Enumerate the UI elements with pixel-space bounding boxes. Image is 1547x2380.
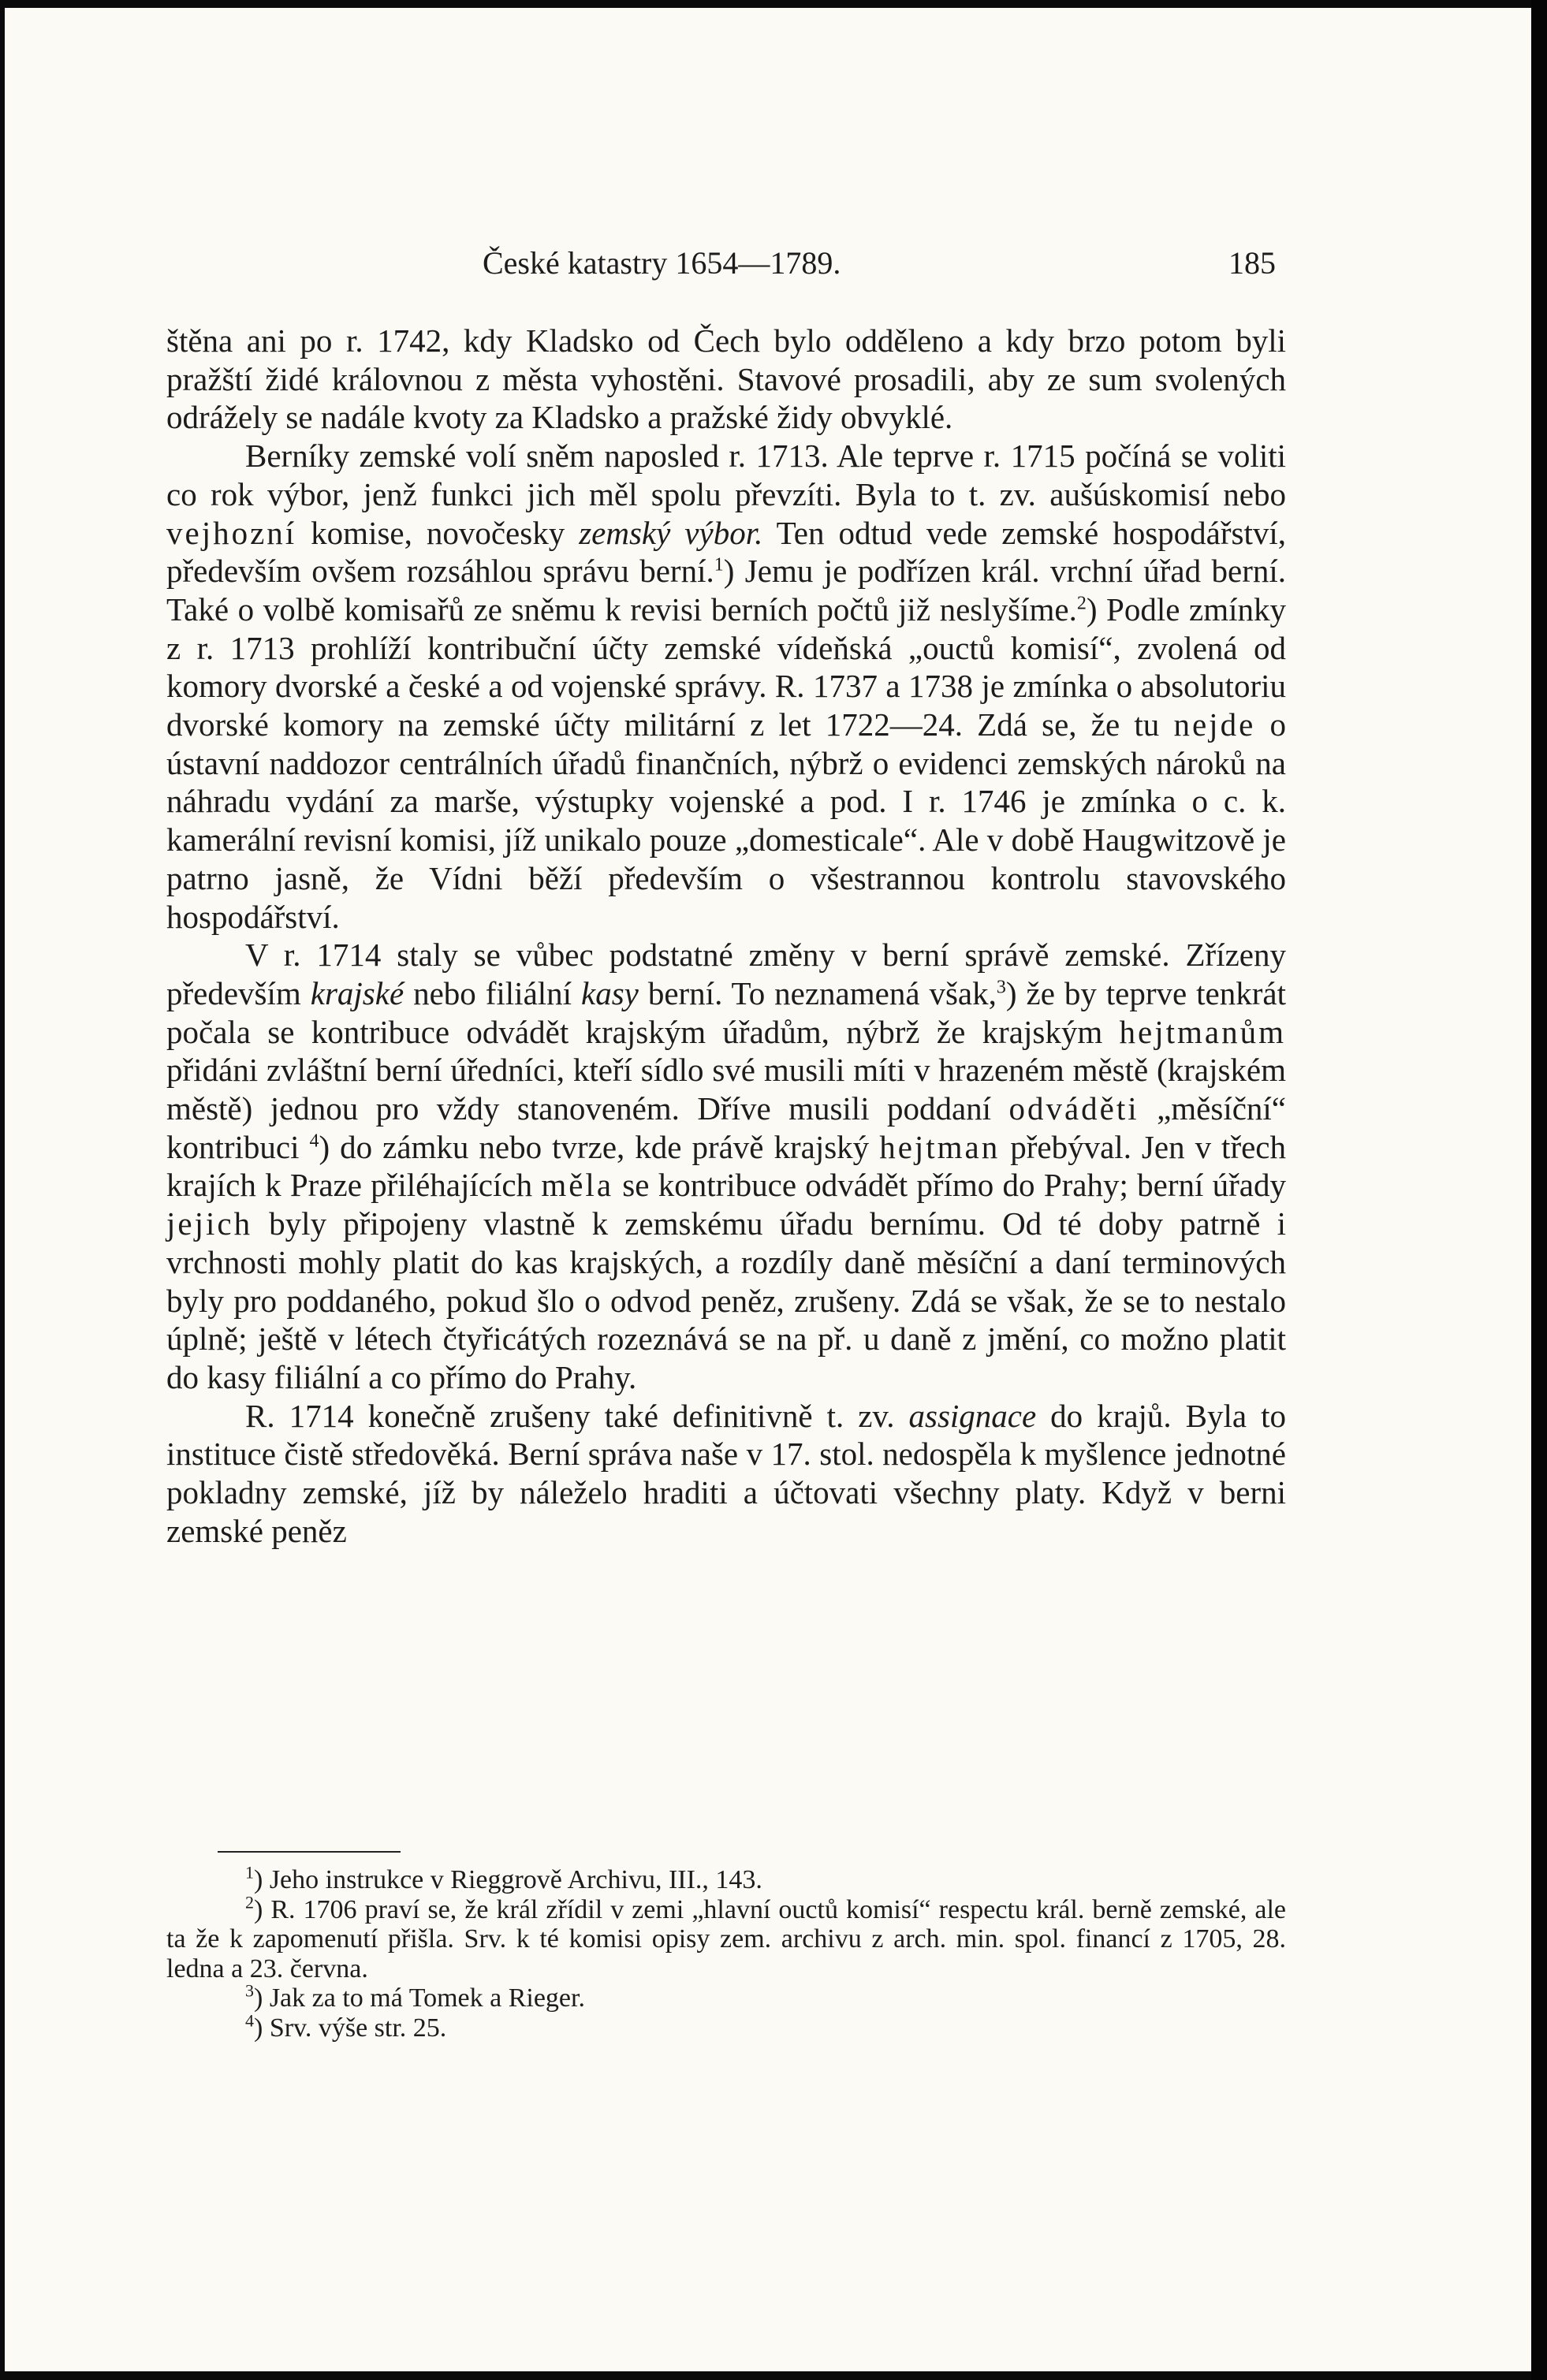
spaced-text: odváděti [1008,1090,1139,1127]
footnote-ref-1[interactable]: 1 [714,554,724,575]
text-run: přebýval. Jen v třech krajích k Praze přiléhajících [166,1128,1286,1204]
text-run: ) do zámku nebo tvrze, kde právě krajský [319,1128,880,1165]
footnote-text: ) Srv. výše str. 25. [254,2013,447,2043]
main-text [166,322,1286,1551]
text-run: Berníky zemské volí sněm naposled r. 1713. Ale teprve r. 1715 počíná se voliti co rok výbor, jenž funkci jich měl spolu převzíti. Byla to t. zv. aušúskomisí nebo [166,438,1286,512]
footnote-mark: 4 [245,2010,254,2031]
footnote-1 [166,1862,1286,1895]
footnote-ref-2[interactable]: 2 [1076,593,1087,614]
book-page [5,8,1531,2371]
footnote-2 [166,1892,1286,1984]
text-run: nebo filiální [404,974,582,1011]
text-run: komise, novočesky [296,514,580,551]
paragraph-2 [166,437,1286,936]
footnote-mark: 2 [245,1892,254,1913]
text-run: byly připojeny vlastně k zemskému úřadu bernímu. Od té doby patrně i vrchnosti mohly platit do kas krajských, a rozdíly daně měsíční a daní terminových byly pro poddaného, pokud šlo o odvod peněz, zrušeny. Zdá se však, že se to nestalo úplně; ještě v létech čtyřicátých rozeznává se na př. u daně z jmění, co možno platit do kasy filiální a co přímo do Prahy. [166,1205,1286,1395]
footnote-4 [166,2010,1286,2043]
paragraph-4 [166,1397,1286,1551]
italic-term: assignace [908,1397,1037,1434]
footnote-ref-3[interactable]: 3 [996,977,1006,998]
text-run: štěna ani po r. 1742, kdy Kladsko od Čech bylo odděleno a kdy brzo potom byli pražští židé královnou z města vyhostěni. Stavové prosadili, aby ze sum svolených odrážely se nadále kvoty za Kladsko a pražské židy obvyklé. [166,322,1286,436]
spaced-text: vejhozní [166,514,297,551]
text-run: přidáni zvláštní berní úředníci, kteří sídlo své musili míti v hrazeném městě (krajském městě) jednou pro vždy stanoveném. Dříve musili poddaní [166,1052,1286,1127]
spaced-text: hejtmanům [1119,1013,1286,1050]
text-run: do krajů. Byla to instituce čistě středověká. Berní správa naše v 17. stol. nedospěla k myšlence jednotné pokladny zemské, jíž by náleželo hraditi a účtovati všechny platy. Když v berni zemské peněz [166,1397,1286,1549]
text-run: R. 1714 konečně zrušeny také definitivně t. zv. [245,1397,909,1434]
scan-edge [1531,0,1547,2380]
text-run: berní. To neznamená však, [638,974,997,1011]
footnote-divider [218,1851,401,1853]
text-run: ) že by teprve tenkrát počala se kontribuce odvádět krajským úřadům, nýbrž že krajským [166,974,1287,1050]
text-run: „měsíční“ kontribuci [166,1090,1286,1165]
spaced-text: hejtman [879,1128,1001,1165]
footnote-3 [166,1980,1286,2013]
text-run: ) Podle zmínky z r. 1713 prohlíží kontribuční účty zemské vídeňská „ouctů komisí“, zvolená od komory dvorské a české a od vojenské správy. R. 1737 a 1738 je zmínka o absolutoriu dvorské komory na zemské účty militární z let 1722—24. Zdá se, že tu [166,590,1286,743]
text-run: Ten odtud vede zemské hospodářství, především ovšem rozsáhlou správu berní. [166,514,1286,590]
footnote-text: ) Jeho instrukce v Rieggrově Archivu, III., 143. [254,1865,762,1894]
text-run: ) Jemu je podřízen král. vrchní úřad berní. Také o volbě komisařů ze sněmu k revisi berních počtů již neslyšíme. [166,553,1286,628]
text-run: o ústavní naddozor centrálních úřadů finančních, nýbrž o evidenci zemských nároků na náhradu vydání za marše, výstupky vojenské a pod. I r. 1746 je zmínka o c. k. kamerální revisní komisi, jíž unikalo pouze „domesticale“. Ale v době Haugwitzově je patrno jasně, že Vídni běží především o všestrannou kontrolu stavovského hospodářství. [166,706,1286,935]
spaced-text: měla [541,1167,614,1204]
text-run: se kontribuce odvádět přímo do Prahy; berní úřady [613,1167,1286,1204]
footnote-mark: 3 [245,1980,254,2001]
spaced-text: jejich [166,1205,253,1242]
footnote-text: ) R. 1706 praví se, že král zřídil v zemi „hlavní ouctů komisí“ respectu král. berně zemské, ale ta že k zapomenutí přišla. Srv. k té komisi opisy zem. archivu z arch. min. spol. financí z 1705, 28. ledna a 23. června. [166,1894,1286,1983]
page-number: 185 [1228,245,1276,281]
footnotes [166,1862,1286,2043]
spaced-text: nejde [1173,706,1256,743]
footnote-ref-4[interactable]: 4 [309,1130,319,1152]
running-title: České katastry 1654—1789. [483,245,841,281]
paragraph-1 [166,322,1286,437]
italic-term: zemský výbor. [579,514,763,551]
footnote-text: ) Jak za to má Tomek a Rieger. [254,1983,585,2013]
text-run: V r. 1714 staly se vůbec podstatné změny v berní správě zemské. Zřízeny především [166,937,1286,1011]
footnote-mark: 1 [245,1862,254,1883]
italic-term: krajské [310,974,404,1011]
page-header [5,244,1531,292]
italic-term: kasy [581,974,639,1011]
paragraph-3 [166,936,1286,1396]
